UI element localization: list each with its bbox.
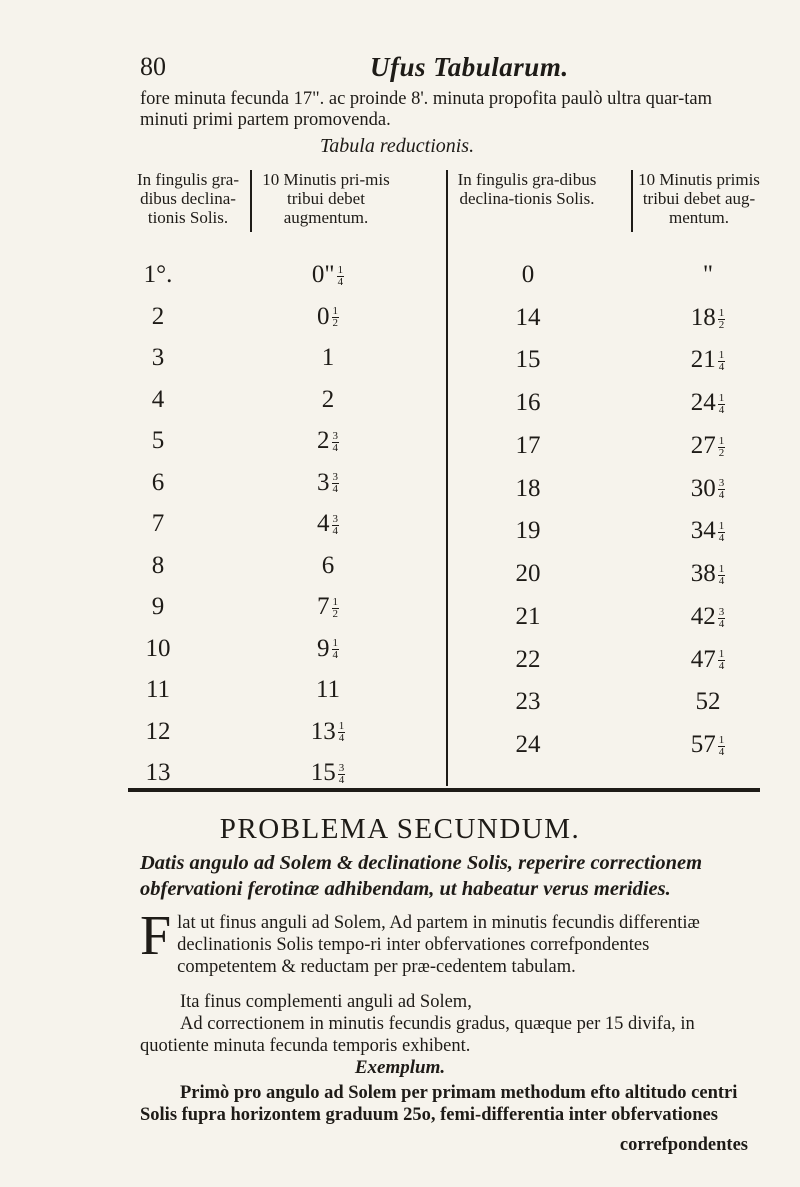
fraction xyxy=(718,607,726,630)
left-augment-cell: 13 $\frac{1}{4}$ xyxy=(310,717,345,745)
example-paragraph: Primò pro angulo ad Solem per primam methodum efto altitudo centri Solis fupra horizontem graduum 25o, femi-differentia inter obfervationes xyxy=(140,1083,738,1125)
right-degree-cell: 19 xyxy=(515,517,541,545)
fraction-numerator: 1 xyxy=(337,263,344,276)
right-augment-cell: 57 $\frac{1}{4}$ xyxy=(690,731,725,759)
table-title: Tabula reductionis. xyxy=(320,135,475,157)
right-degree-cell: 17 xyxy=(515,431,541,459)
fraction xyxy=(718,436,726,459)
fraction-numerator: 1 xyxy=(718,733,725,746)
fraction xyxy=(332,306,340,329)
left-augment-cell: 15 $\frac{3}{4}$ xyxy=(310,759,345,786)
left-degree-cell: 12 xyxy=(145,717,171,745)
left-degree-cell: 2 xyxy=(151,302,165,330)
fraction-denominator: 4 xyxy=(332,524,338,537)
problem-title: PROBLEMA SECUNDUM. xyxy=(219,813,581,845)
fraction xyxy=(338,763,346,786)
right-augment-cell: 38 $\frac{1}{4}$ xyxy=(690,560,725,588)
header-degrees-left: In fingulis gra-dibus declina-tionis Solis. xyxy=(137,170,239,227)
header-degrees-right: In fingulis gra-dibus declina-tionis Solis. xyxy=(457,170,597,208)
table-bottom-rule xyxy=(128,788,760,792)
right-augment-cell: 52 xyxy=(695,688,721,716)
fraction-denominator: 4 xyxy=(718,489,725,502)
header-divider xyxy=(631,170,633,232)
right-augment-cell: 34 $\frac{1}{4}$ xyxy=(690,517,725,545)
right-augment-cell: 24 $\frac{1}{4}$ xyxy=(690,389,725,417)
right-degree-cell: 18 xyxy=(515,474,541,502)
fraction xyxy=(338,721,346,744)
left-degree-cell: 3 xyxy=(151,344,165,371)
left-augment-cell: 6 xyxy=(321,551,335,579)
reduction-table xyxy=(128,170,760,800)
fraction-numerator: 3 xyxy=(718,477,725,490)
problem-paragraph-2: Ita finus complementi anguli ad Solem, xyxy=(180,992,472,1012)
problem-paragraph-3: Ad correctionem in minutis fecundis gradus, quæque per 15 divifa, in quotiente minuta fecunda temporis exhibent. xyxy=(140,1014,695,1056)
left-degree-cell: 11 xyxy=(145,676,171,703)
left-augment-cell: 0 $\frac{1}{2}$ xyxy=(317,302,338,330)
left-degree-cell: 5 xyxy=(151,427,165,454)
left-degree-cell: 4 xyxy=(151,385,165,413)
header-augment-right: 10 Minutis primis tribui debet aug-mentum. xyxy=(638,170,760,227)
fraction-numerator: 1 xyxy=(332,637,338,650)
fraction-denominator: 4 xyxy=(718,361,725,374)
left-augment-cell: 3 $\frac{3}{4}$ xyxy=(317,468,338,496)
right-degree-cell: 15 xyxy=(515,346,541,374)
drop-cap: F xyxy=(140,905,172,967)
fraction-numerator: 3 xyxy=(718,605,725,618)
right-augment-cell: 18 $\frac{1}{2}$ xyxy=(690,303,725,331)
header-augment-left: 10 Minutis pri-mis tribui debet augmentum. xyxy=(262,170,390,227)
page-number: 80 xyxy=(140,52,166,81)
fraction-denominator: 2 xyxy=(332,607,338,620)
fraction-numerator: 3 xyxy=(332,512,338,525)
left-degree-cell: 7 xyxy=(151,510,165,537)
left-augment-cell: 7 $\frac{1}{2}$ xyxy=(317,593,338,620)
left-degree-cell: 13 xyxy=(145,759,171,786)
right-augment-cell: 21 $\frac{1}{4}$ xyxy=(690,346,725,374)
fraction-denominator: 4 xyxy=(332,441,338,454)
right-degree-cell: 16 xyxy=(515,389,541,417)
fraction xyxy=(718,649,726,672)
fraction-numerator: 1 xyxy=(718,648,725,661)
right-degree-cell: 21 xyxy=(515,602,541,630)
fraction-numerator: 1 xyxy=(718,520,725,533)
fraction-denominator: 4 xyxy=(718,574,725,587)
left-degree-cell: 8 xyxy=(151,551,165,579)
fraction xyxy=(332,514,340,537)
right-degree-cell: 20 xyxy=(515,560,541,588)
fraction-numerator: 3 xyxy=(332,471,338,484)
fraction-numerator: 1 xyxy=(338,720,345,733)
fraction-numerator: 1 xyxy=(718,392,725,404)
left-augment-cell: 11 xyxy=(315,676,341,703)
fraction-numerator: 1 xyxy=(718,434,725,447)
left-augment-cell: 1 xyxy=(321,344,335,371)
left-degree-cell: 6 xyxy=(151,468,165,496)
fraction-denominator: 4 xyxy=(718,745,725,758)
fraction-denominator: 4 xyxy=(337,275,344,288)
paragraph-text: lat ut finus anguli ad Solem, Ad partem in minutis fecundis differentiæ declinationis Solis tempo-ri inter obfervationes correfpondentes competentem & reductam per præ-cedentem tabulam. xyxy=(177,913,700,977)
left-augment-cell: 4 $\frac{3}{4}$ xyxy=(317,510,338,537)
fraction xyxy=(332,431,340,454)
right-augment-cell: " xyxy=(702,261,714,288)
left-augment-cell: 2 $\frac{3}{4}$ xyxy=(317,427,338,454)
fraction-numerator: 3 xyxy=(338,761,345,774)
fraction-numerator: 1 xyxy=(332,595,338,608)
fraction xyxy=(337,265,345,288)
running-title: Ufus Tabularum. xyxy=(370,52,569,82)
right-augment-cell: 47 $\frac{1}{4}$ xyxy=(690,645,725,673)
fraction xyxy=(718,735,726,758)
fraction xyxy=(718,393,726,416)
left-augment-cell: 0" $\frac{1}{4}$ xyxy=(311,261,344,288)
fraction-denominator: 4 xyxy=(718,404,725,416)
fraction xyxy=(718,308,726,331)
fraction-numerator: 1 xyxy=(718,562,725,575)
fraction-denominator: 2 xyxy=(332,317,338,330)
catchword: correfpondentes xyxy=(619,1135,748,1155)
fraction xyxy=(718,350,726,373)
fraction-numerator: 3 xyxy=(332,429,338,442)
fraction xyxy=(332,597,340,620)
left-augment-cell: 2 xyxy=(321,385,335,413)
left-augment-cell: 9 $\frac{1}{4}$ xyxy=(317,634,338,662)
right-degree-cell: 23 xyxy=(515,688,541,716)
right-augment-cell: 27 $\frac{1}{2}$ xyxy=(690,431,725,459)
fraction-numerator: 1 xyxy=(718,306,725,319)
fraction xyxy=(718,521,726,544)
right-augment-cell: 42 $\frac{3}{4}$ xyxy=(690,602,725,630)
fraction-denominator: 4 xyxy=(338,773,345,786)
fraction xyxy=(718,478,726,501)
fraction-denominator: 4 xyxy=(718,532,725,545)
fraction-denominator: 2 xyxy=(718,318,725,331)
problem-paragraph-1 xyxy=(140,905,750,978)
right-degree-cell: 24 xyxy=(515,731,541,759)
example-heading: Exemplum. xyxy=(354,1057,446,1078)
fraction-numerator: 1 xyxy=(718,349,725,362)
fraction-numerator: 1 xyxy=(332,305,338,318)
center-divider xyxy=(446,170,448,786)
fraction-denominator: 4 xyxy=(332,649,338,662)
fraction xyxy=(332,472,340,495)
right-augment-cell: 30 $\frac{3}{4}$ xyxy=(690,474,725,502)
fraction-denominator: 4 xyxy=(338,732,345,745)
fraction-denominator: 4 xyxy=(332,483,338,496)
intro-paragraph: fore minuta fecunda 17". ac proinde 8'. minuta propofita paulò ultra quar-tam minuti primi partem promovenda. xyxy=(140,89,713,130)
fraction-denominator: 2 xyxy=(718,446,725,459)
right-degree-cell: 22 xyxy=(515,645,541,673)
fraction-denominator: 4 xyxy=(718,617,725,630)
left-degree-cell: 1°. xyxy=(143,261,173,288)
running-head xyxy=(140,52,740,86)
left-degree-cell: 10 xyxy=(145,634,171,662)
fraction-denominator: 4 xyxy=(718,660,725,673)
header-divider xyxy=(250,170,252,232)
fraction xyxy=(332,638,340,661)
fraction xyxy=(718,564,726,587)
problem-statement: Datis angulo ad Solem & declinatione Solis, reperire correctionem obfervationi ferotinæ adhibendam, ut habeatur verus meridies. xyxy=(140,852,703,900)
right-degree-cell: 14 xyxy=(515,303,541,331)
right-degree-cell: 0 xyxy=(521,261,535,288)
left-degree-cell: 9 xyxy=(151,593,165,620)
